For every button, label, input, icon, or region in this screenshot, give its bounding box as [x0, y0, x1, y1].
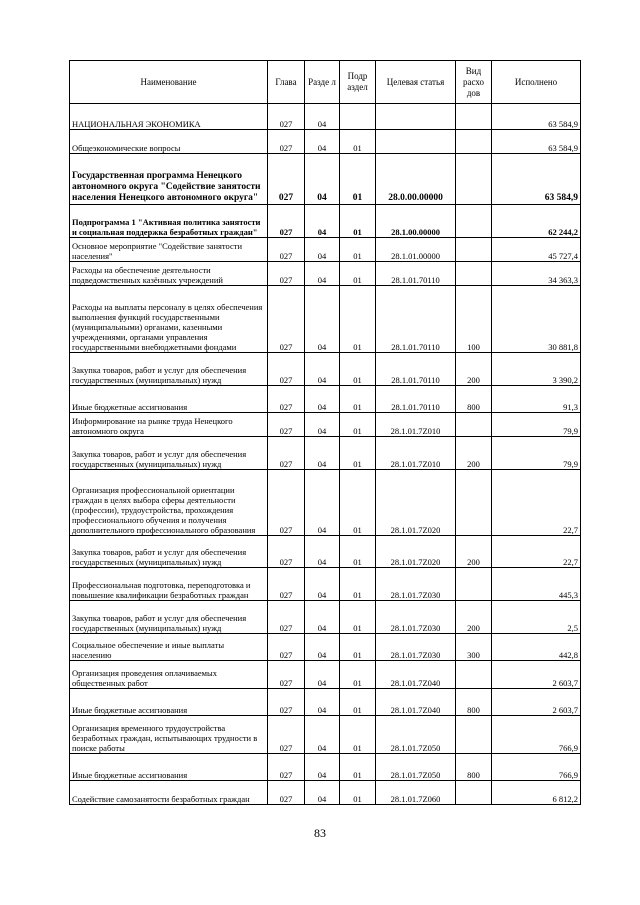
- cell-name: Закупка товаров, работ и услуг для обеспечения государственных (муниципальных) нужд: [70, 601, 268, 634]
- cell-name: Закупка товаров, работ и услуг для обеспечения государственных (муниципальных) нужд: [70, 353, 268, 386]
- table-row: [70, 238, 581, 262]
- table-row: [70, 470, 581, 536]
- cell-target: 28.1.01.7Z020: [376, 536, 456, 568]
- cell-vid: [456, 470, 492, 536]
- cell-glava: 027: [268, 716, 305, 754]
- cell-glava: 027: [268, 781, 305, 805]
- page-number: 83: [314, 826, 326, 840]
- table-row: [70, 386, 581, 413]
- table-row: [70, 781, 581, 805]
- cell-done: 79,9: [492, 413, 581, 437]
- cell-target: 28.1.01.7Z030: [376, 568, 456, 601]
- cell-done: 34 363,3: [492, 262, 581, 286]
- cell-target: [376, 104, 456, 130]
- table-row: [70, 661, 581, 689]
- cell-glava: 027: [268, 413, 305, 437]
- cell-podrazdel: 01: [340, 413, 376, 437]
- cell-vid: [456, 413, 492, 437]
- cell-podrazdel: [340, 104, 376, 130]
- cell-podrazdel: 01: [340, 353, 376, 386]
- cell-podrazdel: 01: [340, 154, 376, 205]
- cell-done: 45 727,4: [492, 238, 581, 262]
- cell-podrazdel: 01: [340, 568, 376, 601]
- cell-razdel: 04: [305, 536, 340, 568]
- cell-vid: [456, 716, 492, 754]
- cell-razdel: 04: [305, 689, 340, 716]
- cell-glava: 027: [268, 205, 305, 238]
- cell-razdel: 04: [305, 286, 340, 353]
- cell-razdel: 04: [305, 716, 340, 754]
- cell-target: 28.1.01.7Z050: [376, 754, 456, 781]
- cell-target: 28.0.00.00000: [376, 154, 456, 205]
- table-row: [70, 104, 581, 130]
- cell-razdel: 04: [305, 661, 340, 689]
- cell-name: Основное мероприятие "Содействие занятости населения": [70, 238, 268, 262]
- cell-razdel: 04: [305, 104, 340, 130]
- cell-vid: [456, 568, 492, 601]
- cell-glava: 027: [268, 353, 305, 386]
- cell-razdel: 04: [305, 353, 340, 386]
- cell-name: Иные бюджетные ассигнования: [70, 754, 268, 781]
- cell-razdel: 04: [305, 601, 340, 634]
- cell-done: 2,5: [492, 601, 581, 634]
- cell-done: 22,7: [492, 536, 581, 568]
- cell-vid: [456, 104, 492, 130]
- cell-podrazdel: 01: [340, 130, 376, 154]
- cell-podrazdel: 01: [340, 716, 376, 754]
- cell-target: [376, 130, 456, 154]
- cell-razdel: 04: [305, 154, 340, 205]
- cell-done: 2 603,7: [492, 661, 581, 689]
- cell-target: 28.1.01.7Z060: [376, 781, 456, 805]
- cell-razdel: 04: [305, 130, 340, 154]
- cell-glava: 027: [268, 437, 305, 470]
- cell-podrazdel: 01: [340, 661, 376, 689]
- cell-name: Государственная программа Ненецкого автономного округа "Содействие занятости населения Ненецкого автономного округа": [70, 154, 268, 205]
- cell-glava: 027: [268, 286, 305, 353]
- cell-vid: 800: [456, 386, 492, 413]
- table-row: [70, 262, 581, 286]
- cell-podrazdel: 01: [340, 689, 376, 716]
- cell-glava: 027: [268, 754, 305, 781]
- table-row: [70, 205, 581, 238]
- cell-glava: 027: [268, 104, 305, 130]
- cell-target: 28.1.01.7Z010: [376, 413, 456, 437]
- cell-name: Иные бюджетные ассигнования: [70, 689, 268, 716]
- cell-name: Подпрограмма 1 "Активная политика занятости и социальная поддержка безработных граждан": [70, 205, 268, 238]
- cell-name: Организация профессиональной ориентации граждан в целях выбора сферы деятельности (профессии), трудоустройства, прохождения профессионального обучения и получения дополнительного профессионального образования: [70, 470, 268, 536]
- cell-glava: 027: [268, 154, 305, 205]
- cell-name: Закупка товаров, работ и услуг для обеспечения государственных (муниципальных) нужд: [70, 437, 268, 470]
- cell-vid: 200: [456, 437, 492, 470]
- cell-razdel: 04: [305, 262, 340, 286]
- cell-target: 28.1.01.7Z040: [376, 689, 456, 716]
- cell-name: Расходы на обеспечение деятельности подведомственных казённых учреждений: [70, 262, 268, 286]
- cell-vid: 200: [456, 601, 492, 634]
- cell-podrazdel: 01: [340, 634, 376, 661]
- table-row: [70, 437, 581, 470]
- cell-podrazdel: 01: [340, 601, 376, 634]
- cell-glava: 027: [268, 661, 305, 689]
- cell-vid: 300: [456, 634, 492, 661]
- cell-podrazdel: 01: [340, 754, 376, 781]
- cell-name: Социальное обеспечение и иные выплаты населению: [70, 634, 268, 661]
- table-row: [70, 286, 581, 353]
- cell-done: 63 584,9: [492, 104, 581, 130]
- cell-glava: 027: [268, 130, 305, 154]
- cell-vid: 100: [456, 286, 492, 353]
- table-row: [70, 536, 581, 568]
- cell-target: 28.1.01.70110: [376, 262, 456, 286]
- cell-podrazdel: 01: [340, 262, 376, 286]
- cell-name: Организация временного трудоустройства безработных граждан, испытывающих трудности в поиске работы: [70, 716, 268, 754]
- cell-razdel: 04: [305, 568, 340, 601]
- cell-glava: 027: [268, 689, 305, 716]
- cell-vid: [456, 781, 492, 805]
- cell-podrazdel: 01: [340, 470, 376, 536]
- cell-done: 6 812,2: [492, 781, 581, 805]
- cell-done: 30 881,8: [492, 286, 581, 353]
- header-vid: Вид расхо дов: [456, 61, 492, 104]
- table-row: [70, 568, 581, 601]
- table-row: [70, 601, 581, 634]
- cell-podrazdel: 01: [340, 781, 376, 805]
- cell-razdel: 04: [305, 470, 340, 536]
- cell-name: Общеэкономические вопросы: [70, 130, 268, 154]
- cell-glava: 027: [268, 601, 305, 634]
- table-row: [70, 716, 581, 754]
- cell-target: 28.1.01.7Z030: [376, 601, 456, 634]
- cell-done: 63 584,9: [492, 130, 581, 154]
- cell-target: 28.1.01.70110: [376, 353, 456, 386]
- cell-razdel: 04: [305, 634, 340, 661]
- header-razdel: Разде л: [305, 61, 340, 104]
- cell-vid: [456, 154, 492, 205]
- cell-vid: [456, 661, 492, 689]
- cell-name: Организация проведения оплачиваемых общественных работ: [70, 661, 268, 689]
- cell-done: 3 390,2: [492, 353, 581, 386]
- cell-vid: [456, 238, 492, 262]
- cell-vid: 800: [456, 754, 492, 781]
- table-row: [70, 130, 581, 154]
- cell-vid: 200: [456, 536, 492, 568]
- cell-vid: [456, 205, 492, 238]
- cell-podrazdel: 01: [340, 286, 376, 353]
- cell-podrazdel: 01: [340, 386, 376, 413]
- header-done: Исполнено: [492, 61, 581, 104]
- cell-target: 28.1.01.70110: [376, 386, 456, 413]
- table-header-row: [70, 61, 581, 104]
- cell-done: 2 603,7: [492, 689, 581, 716]
- cell-razdel: 04: [305, 386, 340, 413]
- cell-vid: [456, 262, 492, 286]
- cell-target: 28.1.01.7Z020: [376, 470, 456, 536]
- cell-glava: 027: [268, 262, 305, 286]
- cell-name: НАЦИОНАЛЬНАЯ ЭКОНОМИКА: [70, 104, 268, 130]
- cell-name: Иные бюджетные ассигнования: [70, 386, 268, 413]
- cell-target: 28.1.01.7Z010: [376, 437, 456, 470]
- header-glava: Глава: [268, 61, 305, 104]
- cell-vid: 800: [456, 689, 492, 716]
- cell-target: 28.1.01.7Z050: [376, 716, 456, 754]
- cell-vid: 200: [456, 353, 492, 386]
- cell-glava: 027: [268, 470, 305, 536]
- cell-razdel: 04: [305, 437, 340, 470]
- cell-podrazdel: 01: [340, 437, 376, 470]
- table-row: [70, 154, 581, 205]
- cell-target: 28.1.01.70110: [376, 286, 456, 353]
- cell-glava: 027: [268, 386, 305, 413]
- cell-target: 28.1.01.7Z040: [376, 661, 456, 689]
- table-row: [70, 353, 581, 386]
- cell-done: 766,9: [492, 754, 581, 781]
- cell-name: Закупка товаров, работ и услуг для обеспечения государственных (муниципальных) нужд: [70, 536, 268, 568]
- cell-target: 28.1.01.00000: [376, 238, 456, 262]
- cell-vid: [456, 130, 492, 154]
- cell-razdel: 04: [305, 238, 340, 262]
- cell-done: 79,9: [492, 437, 581, 470]
- table-row: [70, 754, 581, 781]
- cell-glava: 027: [268, 568, 305, 601]
- cell-done: 63 584,9: [492, 154, 581, 205]
- cell-podrazdel: 01: [340, 238, 376, 262]
- cell-done: 442,8: [492, 634, 581, 661]
- cell-podrazdel: 01: [340, 536, 376, 568]
- cell-glava: 027: [268, 238, 305, 262]
- header-name: Наименование: [70, 61, 268, 104]
- cell-done: 91,3: [492, 386, 581, 413]
- cell-name: Профессиональная подготовка, переподготовка и повышение квалификации безработных граждан: [70, 568, 268, 601]
- table-row: [70, 689, 581, 716]
- cell-name: Содействие самозанятости безработных граждан: [70, 781, 268, 805]
- cell-glava: 027: [268, 536, 305, 568]
- cell-name: Информирование на рынке труда Ненецкого автономного округа: [70, 413, 268, 437]
- cell-done: 62 244,2: [492, 205, 581, 238]
- cell-razdel: 04: [305, 413, 340, 437]
- header-target: Целевая статья: [376, 61, 456, 104]
- cell-name: Расходы на выплаты персоналу в целях обеспечения выполнения функций государственными (муниципальными) органами, казенными учреждениями, органами управления государственными внебюджетными фондами: [70, 286, 268, 353]
- cell-done: 445,3: [492, 568, 581, 601]
- cell-podrazdel: 01: [340, 205, 376, 238]
- cell-glava: 027: [268, 634, 305, 661]
- cell-razdel: 04: [305, 205, 340, 238]
- cell-razdel: 04: [305, 754, 340, 781]
- cell-done: 22,7: [492, 470, 581, 536]
- cell-razdel: 04: [305, 781, 340, 805]
- cell-done: 766,9: [492, 716, 581, 754]
- cell-target: 28.1.00.00000: [376, 205, 456, 238]
- cell-target: 28.1.01.7Z030: [376, 634, 456, 661]
- table-row: [70, 634, 581, 661]
- header-podrazdel: Подр аздел: [340, 61, 376, 104]
- table-row: [70, 413, 581, 437]
- budget-table: [69, 60, 581, 805]
